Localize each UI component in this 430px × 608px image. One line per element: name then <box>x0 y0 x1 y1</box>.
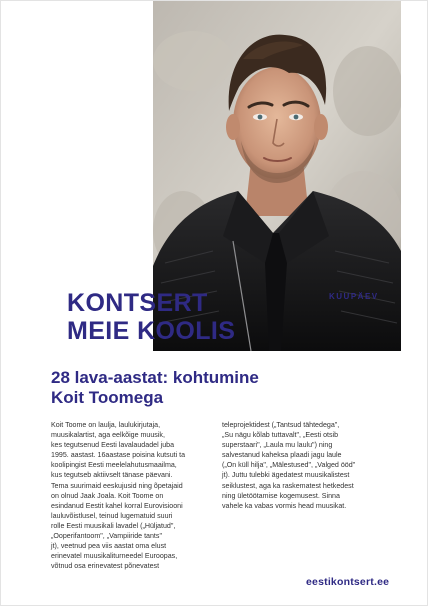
body-text-right-column <box>222 420 394 511</box>
poster-subtitle <box>51 368 259 408</box>
body-line: seiklustest, aga ka raskematest hetkedest <box>222 481 354 490</box>
body-line: superstaari", „Laula mu laulu") ning <box>222 441 333 450</box>
title-line: KONTSERT <box>67 289 208 317</box>
body-line: erinevatel muusikaliturneedel Euroopas, <box>51 552 178 561</box>
website-link[interactable]: eestikontsert.ee <box>306 576 390 588</box>
body-line: on olnud Jaak Joala. Koit Toome on <box>51 491 164 500</box>
body-line: kus tegutseb aktiivselt tänase päevani. <box>51 471 173 480</box>
body-text-left-column <box>51 420 201 571</box>
title-line: MEIE KOOLIS <box>67 317 236 345</box>
body-line: „Su nägu kõlab tuttavalt", „Eesti otsib <box>222 431 339 440</box>
subtitle-line: 28 lava-aastat: kohtumine <box>51 368 259 387</box>
body-line: Koit Toome on laulja, laulukirjutaja, <box>51 421 161 429</box>
body-line: esindanud Eestit kahel korral Eurovisiooni <box>51 501 183 510</box>
body-line: jt), veetnud pea viis aastat oma elust <box>51 542 167 551</box>
body-line: koolipingist Eesti meelelahutusmaailma, <box>51 461 177 470</box>
body-line: jt). Juttu tulebki ägedatest muusikalistest <box>222 471 350 480</box>
body-line: „Ooperifantoom", „Vampiiride tants" <box>51 532 162 541</box>
body-line: muusikalartist, aga eelkõige muusik, <box>51 431 165 440</box>
body-line: salvestanud kaheksa plaadi jagu laule <box>222 451 342 460</box>
subtitle-line: Koit Toomega <box>51 388 164 407</box>
body-line: kes tegutsenud Eesti lavalaudadel juba <box>51 441 175 450</box>
body-line: vahele ka vabas vormis head muusikat. <box>222 501 347 510</box>
body-line: teleprojektidest („Tantsud tähtedega", <box>222 421 340 429</box>
body-line: ning ületöötamise kogemusest. Sinna <box>222 491 340 500</box>
date-eyebrow: KUUPÄEV <box>329 292 379 301</box>
body-line: 1995. aastast. 16aastase poisina kutsuti ta <box>51 451 186 460</box>
poster-title <box>67 289 235 345</box>
body-line: („On küll hilja", „Mälestused", „Valged ööd" <box>222 461 356 470</box>
body-line: võtnud osa erinevatest põnevatest <box>51 562 160 571</box>
body-line: Tema suurimaid eeskujusid ning õpetajaid <box>51 481 183 490</box>
body-line: rolle Eesti muusikali lavadel („Hüljatud", <box>51 521 176 530</box>
body-line: lauluvõistlusel, teinud lugematuid suuri <box>51 511 173 520</box>
